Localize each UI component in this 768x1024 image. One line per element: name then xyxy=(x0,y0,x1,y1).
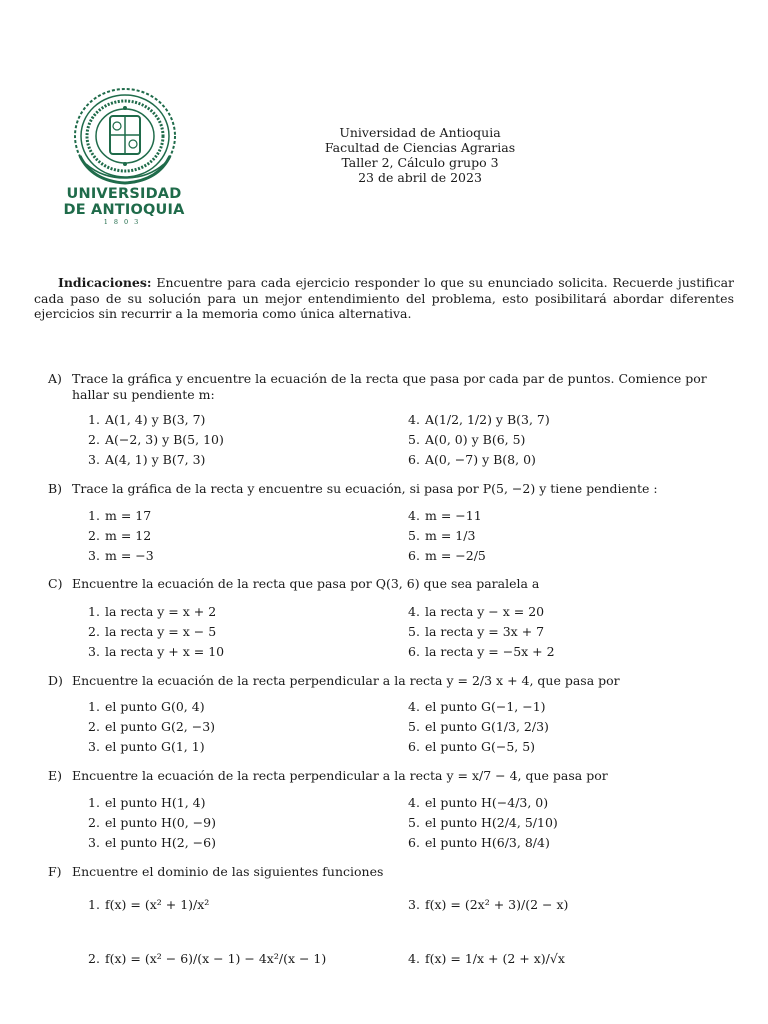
list-item: 2. el punto G(2, −3) xyxy=(88,719,216,734)
header-date: 23 de abril de 2023 xyxy=(358,170,482,185)
list-item: 4. m = −11 xyxy=(408,508,482,523)
header-university: Universidad de Antioquia xyxy=(339,125,501,140)
header-faculty: Facultad de Ciencias Agrarias xyxy=(324,140,516,155)
section-label: E) xyxy=(48,768,63,783)
section-prompt: Encuentre la ecuación de la recta perpendicular a la recta y = x/7 − 4, que pasa por xyxy=(72,768,608,783)
section-prompt: Trace la gráfica de la recta y encuentre su ecuación, si pasa por P(5, −2) y tiene pendiente : xyxy=(72,481,658,496)
list-item: 1. el punto G(0, 4) xyxy=(88,699,205,714)
list-item: 3. m = −3 xyxy=(88,548,154,563)
list-item: 5. el punto H(2/4, 5/10) xyxy=(408,815,558,830)
section-prompt: Encuentre el dominio de las siguientes funciones xyxy=(72,864,384,879)
section-prompt: Encuentre la ecuación de la recta perpendicular a la recta y = 2/3 x + 4, que pasa por xyxy=(72,673,620,688)
section-label: A) xyxy=(48,371,62,386)
list-item: 3. el punto H(2, −6) xyxy=(88,835,216,850)
list-item: 6. m = −2/5 xyxy=(408,548,486,563)
list-item: 2. f(x) = (x² − 6)/(x − 1) − 4x²/(x − 1) xyxy=(88,951,327,966)
list-item: 2. m = 12 xyxy=(88,528,152,543)
header-course: Taller 2, Cálculo grupo 3 xyxy=(341,155,499,170)
list-item: 4. el punto G(−1, −1) xyxy=(408,699,546,714)
list-item: 1. la recta y = x + 2 xyxy=(88,604,217,619)
list-item: 4. f(x) = 1/x + (2 + x)/√x xyxy=(408,951,565,966)
list-item: 2. la recta y = x − 5 xyxy=(88,624,217,639)
list-item: 3. la recta y + x = 10 xyxy=(88,644,225,659)
list-item: 1. A(1, 4) y B(3, 7) xyxy=(88,412,206,427)
section-c xyxy=(48,576,738,592)
list-item: 1. el punto H(1, 4) xyxy=(88,795,206,810)
list-item: 4. el punto H(−4/3, 0) xyxy=(408,795,549,810)
section-d xyxy=(48,673,738,689)
section-label: C) xyxy=(48,576,63,591)
list-item: 2. el punto H(0, −9) xyxy=(88,815,216,830)
instructions-text: Encuentre para cada ejercicio responder lo que su enunciado solicita. Recuerde justificar cada paso de su solución para un mejor entendimiento del problema, esto posibilitará abordar diferentes ejercicios sin recurrir a la memoria como única alternativa. xyxy=(34,275,734,321)
list-item: 5. m = 1/3 xyxy=(408,528,476,543)
list-item: 3. f(x) = (2x² + 3)/(2 − x) xyxy=(408,897,569,912)
list-item: 3. el punto G(1, 1) xyxy=(88,739,205,754)
list-item: 4. A(1/2, 1/2) y B(3, 7) xyxy=(408,412,550,427)
university-seal-icon xyxy=(72,86,178,186)
section-e xyxy=(48,768,738,784)
university-logo xyxy=(62,86,186,226)
list-item: 4. la recta y − x = 20 xyxy=(408,604,545,619)
list-item: 5. la recta y = 3x + 7 xyxy=(408,624,545,639)
section-prompt: Trace la gráfica y encuentre la ecuación de la recta que pasa por cada par de puntos. Comience por hallar su pendiente m: xyxy=(72,371,707,402)
section-label: F) xyxy=(48,864,62,879)
university-year: 1803 xyxy=(103,218,145,226)
section-label: B) xyxy=(48,481,63,496)
list-item: 3. A(4, 1) y B(7, 3) xyxy=(88,452,206,467)
university-name: UNIVERSIDAD DE ANTIOQUIA xyxy=(63,186,185,218)
instructions-label: Indicaciones: xyxy=(58,275,152,290)
list-item: 6. A(0, −7) y B(8, 0) xyxy=(408,452,536,467)
list-item: 1. m = 17 xyxy=(88,508,152,523)
section-prompt: Encuentre la ecuación de la recta que pasa por Q(3, 6) que sea paralela a xyxy=(72,576,540,591)
document-header xyxy=(300,125,540,185)
instructions-paragraph xyxy=(34,275,734,322)
list-item: 5. el punto G(1/3, 2/3) xyxy=(408,719,549,734)
section-b xyxy=(48,481,738,497)
list-item: 2. A(−2, 3) y B(5, 10) xyxy=(88,432,224,447)
section-f xyxy=(48,864,738,880)
list-item: 1. f(x) = (x² + 1)/x² xyxy=(88,897,210,912)
list-item: 6. el punto G(−5, 5) xyxy=(408,739,536,754)
list-item: 6. el punto H(6/3, 8/4) xyxy=(408,835,550,850)
list-item: 6. la recta y = −5x + 2 xyxy=(408,644,555,659)
section-a xyxy=(48,371,738,402)
section-label: D) xyxy=(48,673,63,688)
list-item: 5. A(0, 0) y B(6, 5) xyxy=(408,432,526,447)
